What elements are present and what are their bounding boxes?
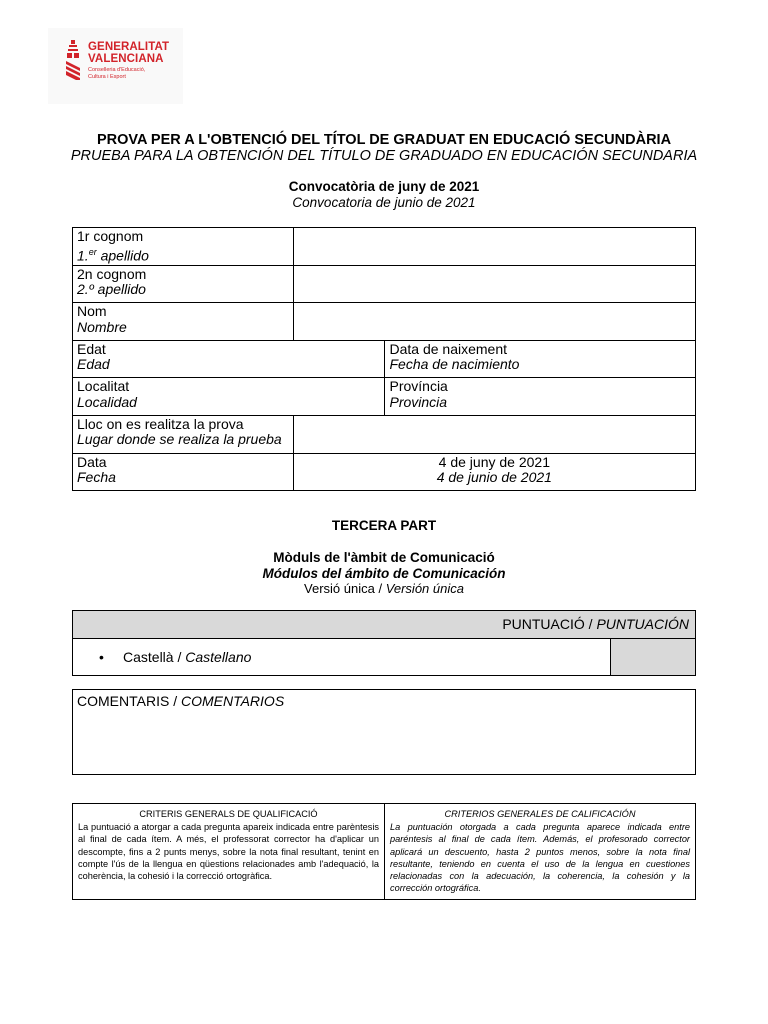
score-item-label <box>99 649 251 665</box>
place-label-es: Lugar donde se realiza la prueba <box>77 431 282 448</box>
version-label <box>0 581 768 596</box>
birth-date-label-es: Fecha de nacimiento <box>389 356 520 373</box>
surname2-label-cell <box>73 265 294 303</box>
score-header-ca: PUNTUACIÓ / <box>502 616 597 632</box>
logo-line-1: GENERALITAT <box>88 41 170 53</box>
criteria-body-ca: La puntuació a atorgar a cada pregunta apareix indicada entre parèntesis al final de cada ítem. A més, el professorat corrector ha d'aplicar un descompte, fins a 2 punts menys, sobre la nota final resultant, tenint en compte l'ús de la llengua en qüestions relacionades amb l'adequació, la coherència, la cohesió i la correcció ortogràfica. <box>78 822 379 882</box>
score-row-castellano <box>73 639 695 675</box>
score-header <box>73 611 695 639</box>
criteria-title-es: CRITERIOS GENERALES DE CALIFICACIÓN <box>444 809 636 819</box>
date-label-es: Fecha <box>77 469 116 486</box>
score-value-field[interactable] <box>610 639 695 675</box>
title-spanish: PRUEBA PARA LA OBTENCIÓN DEL TÍTULO DE GRADUADO EN EDUCACIÓN SECUNDARIA <box>70 148 698 164</box>
province-label-es: Provincia <box>389 393 448 410</box>
date-value-es: 4 de junio de 2021 <box>436 469 552 486</box>
convocatoria-catalan: Convocatòria de juny de 2021 <box>288 179 480 194</box>
logo-line-2: VALENCIANA <box>88 53 164 65</box>
date-value-cell <box>293 453 695 491</box>
age-label-es: Edad <box>77 356 110 373</box>
surname1-label: 1r cognom <box>77 228 144 244</box>
bullet-icon: • <box>99 649 104 665</box>
score-item-es: Castellano <box>185 649 252 665</box>
date-label: Data <box>77 453 107 470</box>
surname2-label: 2n cognom <box>77 265 147 282</box>
place-row <box>73 415 696 453</box>
score-item-ca: Castellà / <box>123 649 186 665</box>
place-field[interactable] <box>293 415 695 453</box>
town-label: Localitat <box>77 378 130 395</box>
surname1-es-sup: er <box>88 246 97 257</box>
comments-label-es: COMENTARIOS <box>180 693 285 709</box>
score-table <box>72 610 696 676</box>
score-header-es: PUNTUACIÓN <box>596 616 689 632</box>
town-province-row <box>73 378 696 416</box>
modules-title-spanish: Módulos del ámbito de Comunicación <box>262 566 506 581</box>
date-row <box>73 453 696 491</box>
logo-sub-2: Cultura i Esport <box>88 73 126 80</box>
comments-label-ca: COMENTARIS / <box>77 693 181 709</box>
surname2-field[interactable] <box>293 265 695 303</box>
surname1-field[interactable] <box>293 228 695 266</box>
surname2-row <box>73 265 696 303</box>
criteria-catalan <box>73 804 384 899</box>
logo-sub-1: Conselleria d'Educació, <box>88 67 146 73</box>
age-label: Edat <box>77 340 106 357</box>
place-label-cell <box>73 415 294 453</box>
province-field[interactable] <box>385 378 696 416</box>
province-label: Província <box>389 378 448 395</box>
place-label: Lloc on es realitza la prova <box>77 415 244 432</box>
age-field[interactable] <box>73 340 385 378</box>
version-es: Versión única <box>385 581 464 596</box>
date-value: 4 de juny de 2021 <box>438 453 550 470</box>
criteria-body-es: La puntuación otorgada a cada pregunta aparece indicada entre paréntesis al final de cada ítem. Además, el profesorado corrector aplicará un descuento, hasta 2 puntos menos, sobre la nota final resultante, teniendo en cuenta el uso de la lengua en cuestiones relacionadas con la adecuación, la coherencia, la cohesión y la corrección ortográfica. <box>390 822 690 894</box>
name-label: Nom <box>77 303 107 320</box>
surname2-label-es: 2.º apellido <box>77 281 146 298</box>
surname1-es-prefix: 1. <box>77 247 89 264</box>
surname1-row <box>73 228 696 266</box>
surname1-label-es <box>77 245 289 264</box>
convocatoria-spanish: Convocatoria de junio de 2021 <box>292 195 476 210</box>
version-ca: Versió única <box>304 581 375 596</box>
name-field[interactable] <box>293 303 695 341</box>
name-label-cell <box>73 303 294 341</box>
criteria-spanish <box>384 804 695 899</box>
birth-date-field[interactable] <box>385 340 696 378</box>
town-field[interactable] <box>73 378 385 416</box>
date-label-cell <box>73 453 294 491</box>
surname1-label-cell <box>73 228 294 266</box>
criteria-title-ca: CRITERIS GENERALS DE QUALIFICACIÓ <box>139 809 318 819</box>
name-row <box>73 303 696 341</box>
comments-box[interactable] <box>72 689 696 775</box>
version-separator: / <box>374 581 386 596</box>
generalitat-emblem-icon <box>66 40 84 80</box>
town-label-es: Localidad <box>77 393 137 410</box>
title-catalan: PROVA PER A L'OBTENCIÓ DEL TÍTOL DE GRADUAT EN EDUCACIÓ SECUNDÀRIA <box>96 132 672 148</box>
generalitat-logo <box>48 28 183 104</box>
personal-data-table <box>72 227 696 491</box>
criteria-table <box>72 803 696 900</box>
birth-date-label: Data de naixement <box>389 340 508 357</box>
modules-title-catalan: Mòduls de l'àmbit de Comunicació <box>273 550 495 565</box>
part-title: TERCERA PART <box>331 518 437 533</box>
surname1-es-suffix: apellido <box>96 247 149 264</box>
name-label-es: Nombre <box>77 318 127 335</box>
age-birth-row <box>73 340 696 378</box>
